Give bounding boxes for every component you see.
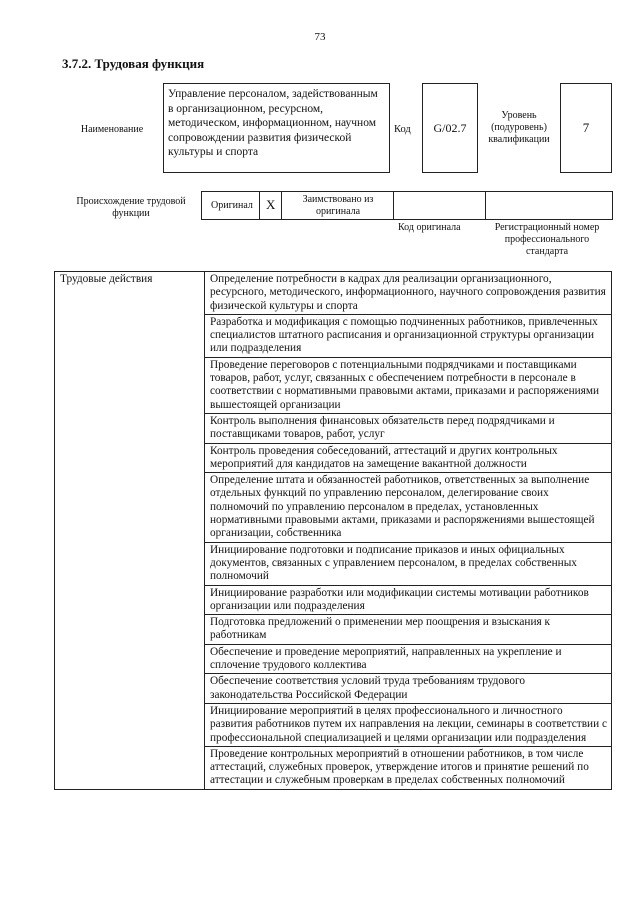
labor-action-item: Контроль проведения собеседований, аттестаций и других контрольных мероприятий для кандидатов на замещение вакантной должности [205,443,612,473]
labor-action-item: Инициирование мероприятий в целях профессионального и личностного развития работников путем их направления на лекции, семинары в соответствии с профессиональной специализацией и целями организации или подразделения [205,703,612,746]
code-value: G/02.7 [422,83,478,173]
labor-action-item: Определение штата и обязанностей работников, ответственных за выполнение отдельных функций по управлению персоналом, делегирование своих полномочий по управлению персоналом в пределах, установленных нормативными правовыми актами, приказами и распоряжениями вышестоящей организации, собственника [205,473,612,542]
labor-action-item: Контроль выполнения финансовых обязательств перед подрядчиками и поставщиками товаров, работ, услуг [205,413,612,443]
origin-mark: X [266,197,276,212]
section-title: 3.7.2. Трудовая функция [62,56,205,71]
name-label: Наименование [80,124,144,135]
page-number: 73 [314,31,326,43]
origin-label: Происхождение трудовой функции [76,196,186,219]
origin-original-label: Оригинал [211,200,253,211]
registration-number-cell [486,192,612,219]
origin-original-cell [202,192,260,219]
registration-number-caption: Регистрационный номер профессионального стандарта [494,222,600,257]
origin-code-caption: Код оригинала [398,222,461,233]
labor-action-item: Проведение контрольных мероприятий в отношении работников, в том числе аттестаций, служебных проверок, утверждение итогов и принятие решений по аттестации и служебным проверкам в пределах собственных полномочий [205,746,612,789]
actions-header: Трудовые действия [55,272,205,790]
labor-actions-table [54,271,612,790]
origin-code-cell [394,192,486,219]
labor-action-item: Инициирование разработки или модификации системы мотивации работников организации или подразделения [205,585,612,615]
origin-borrowed-cell [282,192,394,219]
labor-action-item: Инициирование подготовки и подписание приказов и иных официальных документов, связанных с управлением персоналом, в пределах собственных полномочий [205,542,612,585]
labor-action-item: Обеспечение и проведение мероприятий, направленных на укрепление и сплочение трудового коллектива [205,644,612,674]
labor-action-item: Проведение переговоров с потенциальными подрядчиками и поставщиками товаров, работ, услуг, связанных с обеспечением потребности в персонале в соответствии с нормативными правовыми актами, приказами и распоряжениями вышестоящей организации [205,357,612,413]
level-value: 7 [560,83,612,173]
labor-action-item: Разработка и модификация с помощью подчиненных работников, привлеченных специалистов штатного расписания и организационной структуры организации или подразделения [205,314,612,357]
table-row [55,272,612,315]
function-name: Управление персоналом, задействованным в организационном, ресурсном, методическом, информационном, научном сопровождении развития физической культуры и спорта [163,83,390,173]
origin-borrowed-label: Заимствовано из оригинала [302,194,374,217]
origin-row [201,191,613,220]
labor-action-item: Подготовка предложений о применении мер поощрения и взыскания к работникам [205,615,612,645]
origin-mark-cell [260,192,282,219]
labor-action-item: Определение потребности в кадрах для реализации организационного, ресурсного, методического, информационного, научного сопровождения развития физической культуры и спорта [205,272,612,315]
level-label: Уровень (подуровень) квалификации [488,110,550,145]
labor-action-item: Обеспечение соответствия условий труда требованиям трудового законодательства Российской Федерации [205,674,612,704]
code-label: Код [394,124,411,135]
